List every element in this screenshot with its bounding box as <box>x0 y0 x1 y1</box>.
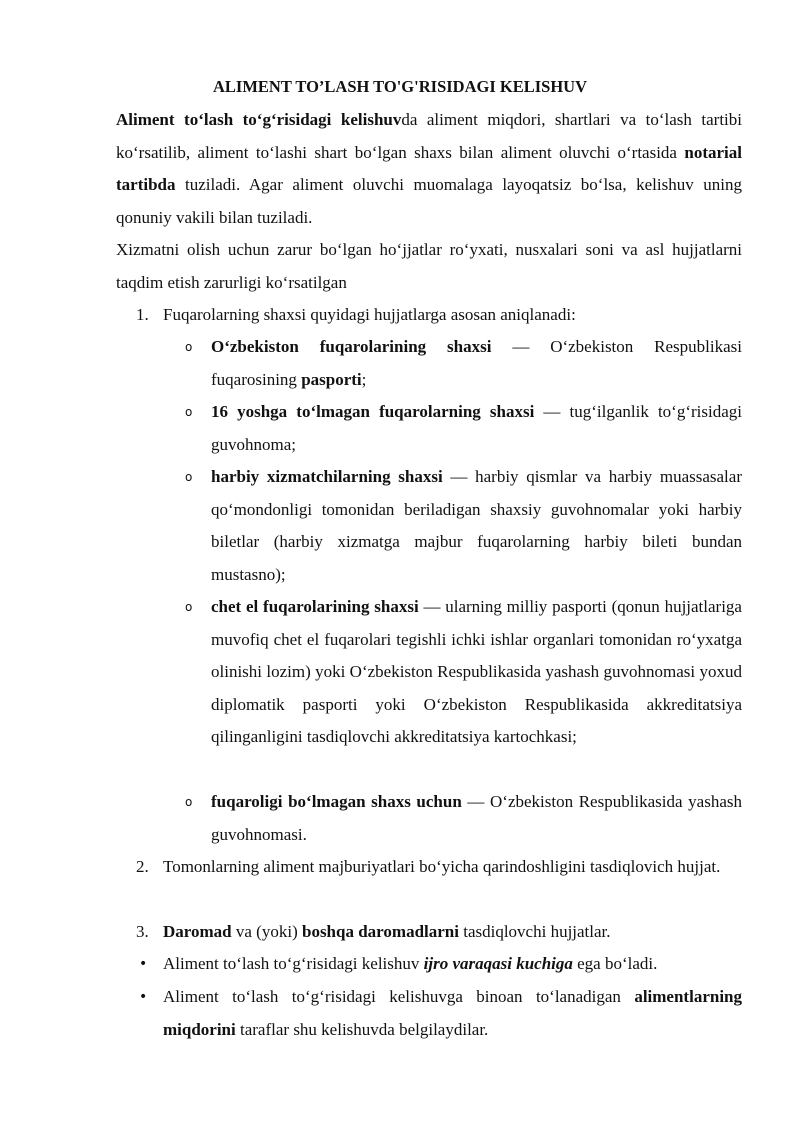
sub-item-bold: 16 yoshga to‘lmagan fuqarolarning shaxsi <box>211 402 535 421</box>
sub-item-bold: chet el fuqarolarining shaxsi <box>211 597 419 616</box>
sub-item-text: — harbiy qismlar va harbiy muassasalar qo‘mondonligi tomonidan beriladigan shaxsiy guvohnomalar yoki harbiy biletlar (harbiy xizmatga majbur fuqarolarning harbiy bileti bundan mustasno); <box>211 467 742 584</box>
documents-paragraph <box>116 234 742 299</box>
sub-item-text: — tug‘ilganlik to‘g‘risidagi guvohnoma; <box>211 402 742 454</box>
sub-item-body <box>211 331 742 396</box>
sub-item-body <box>211 461 742 591</box>
sub-item-foreign-citizens <box>185 591 742 754</box>
sub-item-military <box>185 461 742 591</box>
bullet-text: Aliment to‘lash to‘g‘risidagi kelishuv <box>163 954 424 973</box>
numbered-marker: 1. <box>136 305 149 324</box>
sub-bullet-marker: o <box>185 470 193 484</box>
intro-text-end: tuziladi. Agar aliment oluvchi muomalaga layoqatsiz bo‘lsa, kelishuv uning qonuniy vakili bilan tuziladi. <box>116 175 742 227</box>
sub-bullet-marker: o <box>185 405 193 419</box>
sub-item-text: — ularning milliy pasporti (qonun hujjatlariga muvofiq chet el fuqarolari tegishli ichki ishlar organlari tomonidan ro‘yxatga olinishi lozim) yoki O‘zbekiston Respublikasida yashash guvohnomasi yoxud diplomatik pasporti yoki O‘zbekiston Respublikasida akkreditatsiya qilinganligini tasdiqlovchi akkreditatsiya kartochkasi; <box>211 597 742 746</box>
sub-item-under-16 <box>185 396 742 461</box>
bullet-bold-italic: ijro varaqasi kuchiga <box>423 954 573 973</box>
numbered-item-2 <box>136 851 742 884</box>
sub-bullet-marker: o <box>185 340 193 354</box>
sub-item-uzbek-citizens <box>185 331 742 396</box>
bullet-item-enforcement <box>136 948 742 981</box>
numbered-item-1 <box>136 299 742 332</box>
bullet-bold: alimentlarning miqdorini <box>163 987 742 1039</box>
sub-item-text: — O‘zbekiston Respublikasida yashash guvohnomasi. <box>211 792 742 844</box>
documents-text: Xizmatni olish uchun zarur bo‘lgan ho‘jjatlar ro‘yxati, nusxalari soni va asl hujjatlarni taqdim etish zarurligi ko‘rsatilgan <box>116 240 742 292</box>
sub-item-body <box>211 591 742 754</box>
intro-bold-notarial: notarial tartibda <box>116 142 742 194</box>
numbered-item-text: Fuqarolarning shaxsi quyidagi hujjatlarga asosan aniqlanadi: <box>163 305 576 324</box>
bullet-marker: • <box>139 956 148 972</box>
sub-item-body <box>211 396 742 461</box>
numbered-bold-income: Daromad <box>163 922 232 941</box>
intro-text: da aliment miqdori, shartlari va to‘lash tartibi ko‘rsatilib, aliment to‘lashi shart bo‘lgan shaxs bilan aliment oluvchi o‘rtasida <box>116 110 742 162</box>
numbered-text-end: tasdiqlovchi hujjatlar. <box>458 922 611 941</box>
numbered-item-3 <box>136 916 742 949</box>
intro-paragraph <box>116 104 742 234</box>
sub-item-bold: fuqaroligi bo‘lmagan shaxs uchun <box>211 792 462 811</box>
bullet-item-body <box>163 981 742 1046</box>
sub-item-bold: harbiy xizmatchilarning shaxsi <box>211 467 443 486</box>
numbered-text: va (yoki) <box>231 922 302 941</box>
numbered-marker: 2. <box>136 857 149 876</box>
bullet-text: Aliment to‘lash to‘g‘risidagi kelishuvga binoan to‘lanadigan <box>163 987 635 1006</box>
bullet-item-body <box>163 948 742 981</box>
bullet-marker: • <box>139 989 148 1005</box>
sub-item-bold-passport: pasporti <box>301 369 362 389</box>
numbered-marker: 3. <box>136 922 149 941</box>
numbered-bold-other-income: boshqa daromadlarni <box>301 922 459 941</box>
sub-item-text-end: ; <box>361 369 367 389</box>
bullet-text-end: taraflar shu kelishuvda belgilaydilar. <box>235 1019 489 1039</box>
sub-bullet-marker: o <box>185 795 193 809</box>
bullet-item-amount <box>136 981 742 1046</box>
document-title: ALIMENT TO’LASH TO'G'RISIDAGI KELISHUV <box>213 77 587 96</box>
sub-item-body <box>211 786 742 851</box>
sub-item-text: — O‘zbekiston Respublikasi fuqarosining <box>211 337 742 389</box>
sub-item-stateless <box>185 786 742 851</box>
intro-bold-term: Aliment to‘lash to‘g‘risidagi kelishuv <box>116 110 402 129</box>
numbered-item-text <box>163 916 742 949</box>
bullet-text-end: ega bo‘ladi. <box>572 954 658 973</box>
sub-item-bold: O‘zbekiston fuqarolarining shaxsi <box>211 337 492 356</box>
sub-bullet-marker: o <box>185 600 193 614</box>
numbered-item-text: Tomonlarning aliment majburiyatlari bo‘yicha qarindoshligini tasdiqlovich hujjat. <box>163 857 721 876</box>
